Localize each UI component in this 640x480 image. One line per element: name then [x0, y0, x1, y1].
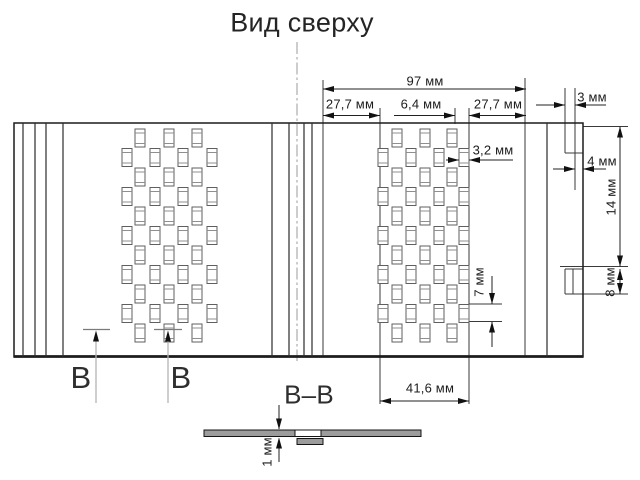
perforation-slot — [406, 227, 416, 245]
perforation-slot — [378, 149, 388, 167]
perforation-slot — [150, 266, 160, 284]
perforation-slot — [178, 305, 188, 323]
perforation-slot — [178, 188, 188, 206]
perforation-slot — [122, 305, 132, 323]
section-view-label: В–В — [284, 379, 334, 410]
perforation-slot — [459, 266, 469, 284]
perforation-slot — [150, 227, 160, 245]
perforation-slot — [135, 285, 145, 303]
perforation-slot — [135, 129, 145, 147]
perforation-slot — [192, 168, 202, 186]
perforation-slot — [459, 305, 469, 323]
dim-tab-gap: 3 мм — [577, 89, 607, 104]
dim-total-width: 97 мм — [406, 73, 444, 89]
perforation-slot — [392, 285, 402, 303]
perforation-slot — [192, 246, 202, 264]
section-slot-opening — [295, 430, 321, 437]
perforation-slot — [192, 324, 202, 342]
perforation-slot — [164, 246, 174, 264]
dim-stagger: 6,4 мм — [400, 96, 442, 111]
perforation-slot — [447, 168, 457, 186]
dim-slot-width: 3,2 мм — [472, 142, 514, 158]
perforation-slot — [378, 227, 388, 245]
drawing-title: Вид сверху — [230, 7, 374, 38]
perforation-slot — [164, 285, 174, 303]
perforation-slot — [164, 129, 174, 147]
perforation-slot — [392, 129, 402, 147]
perforation-slot — [135, 168, 145, 186]
perforation-slot — [378, 305, 388, 323]
perforation-slot — [378, 266, 388, 284]
perforation-slot — [406, 305, 416, 323]
dim-right-offset: 27,7 мм — [473, 96, 523, 111]
perforation-slot — [164, 207, 174, 225]
dim-thickness: 1 мм — [259, 437, 275, 467]
perforation-slot — [192, 207, 202, 225]
dim-notch-length: 8 мм — [602, 267, 618, 297]
perforation-slot — [178, 227, 188, 245]
perforation-slot — [150, 149, 160, 167]
perforation-slot — [447, 324, 457, 342]
perforation-slot — [406, 188, 416, 206]
perforation-slot — [207, 227, 217, 245]
perforation-slot — [192, 129, 202, 147]
section-label-left: В — [70, 360, 92, 395]
perforation-slot — [447, 246, 457, 264]
perforation-slots — [122, 129, 469, 342]
perforation-slot — [164, 168, 174, 186]
perforation-slot — [434, 227, 444, 245]
perforation-slot — [420, 207, 430, 225]
perforation-slot — [135, 324, 145, 342]
perforation-slot — [420, 324, 430, 342]
dim-field-width: 41,6 мм — [405, 380, 455, 396]
dim-slot-length: 7 мм — [471, 267, 487, 297]
perforation-slot — [122, 266, 132, 284]
dim-left-offset: 27,7 мм — [325, 96, 375, 111]
section-label-right: В — [170, 360, 192, 395]
perforation-slot — [447, 129, 457, 147]
perforation-slot — [122, 227, 132, 245]
perforation-slot — [178, 266, 188, 284]
perforation-slot — [207, 149, 217, 167]
perforation-slot — [150, 188, 160, 206]
perforation-slot — [207, 266, 217, 284]
perforation-slot — [459, 227, 469, 245]
perforation-slot — [434, 188, 444, 206]
perforation-slot — [135, 246, 145, 264]
section-cut-markers — [83, 330, 182, 404]
perforation-slot — [434, 266, 444, 284]
perforation-slot — [420, 168, 430, 186]
perforation-slot — [434, 149, 444, 167]
perforation-slot — [459, 188, 469, 206]
perforation-slot — [420, 246, 430, 264]
perforation-slot — [406, 149, 416, 167]
perforation-slot — [434, 305, 444, 323]
perforation-slot — [392, 168, 402, 186]
perforation-slot — [420, 129, 430, 147]
perforation-slot — [392, 207, 402, 225]
perforation-slot — [192, 285, 202, 303]
perforation-slot — [406, 266, 416, 284]
perforation-slot — [122, 188, 132, 206]
dim-edge-gap: 4 мм — [587, 153, 617, 168]
perforation-slot — [135, 207, 145, 225]
perforation-slot — [420, 285, 430, 303]
section-louver-tongue — [297, 439, 323, 445]
perforation-slot — [392, 246, 402, 264]
perforation-slot — [447, 207, 457, 225]
perforation-slot — [207, 188, 217, 206]
perforation-slot — [178, 149, 188, 167]
perforation-slot — [207, 305, 217, 323]
perforation-slot — [150, 305, 160, 323]
perforation-slot — [378, 188, 388, 206]
perforation-slot — [122, 149, 132, 167]
perforation-slot — [459, 149, 469, 167]
section-view-bb — [204, 430, 421, 445]
dim-tab-length: 14 мм — [603, 178, 619, 216]
perforation-slot — [392, 324, 402, 342]
perforation-slot — [447, 285, 457, 303]
